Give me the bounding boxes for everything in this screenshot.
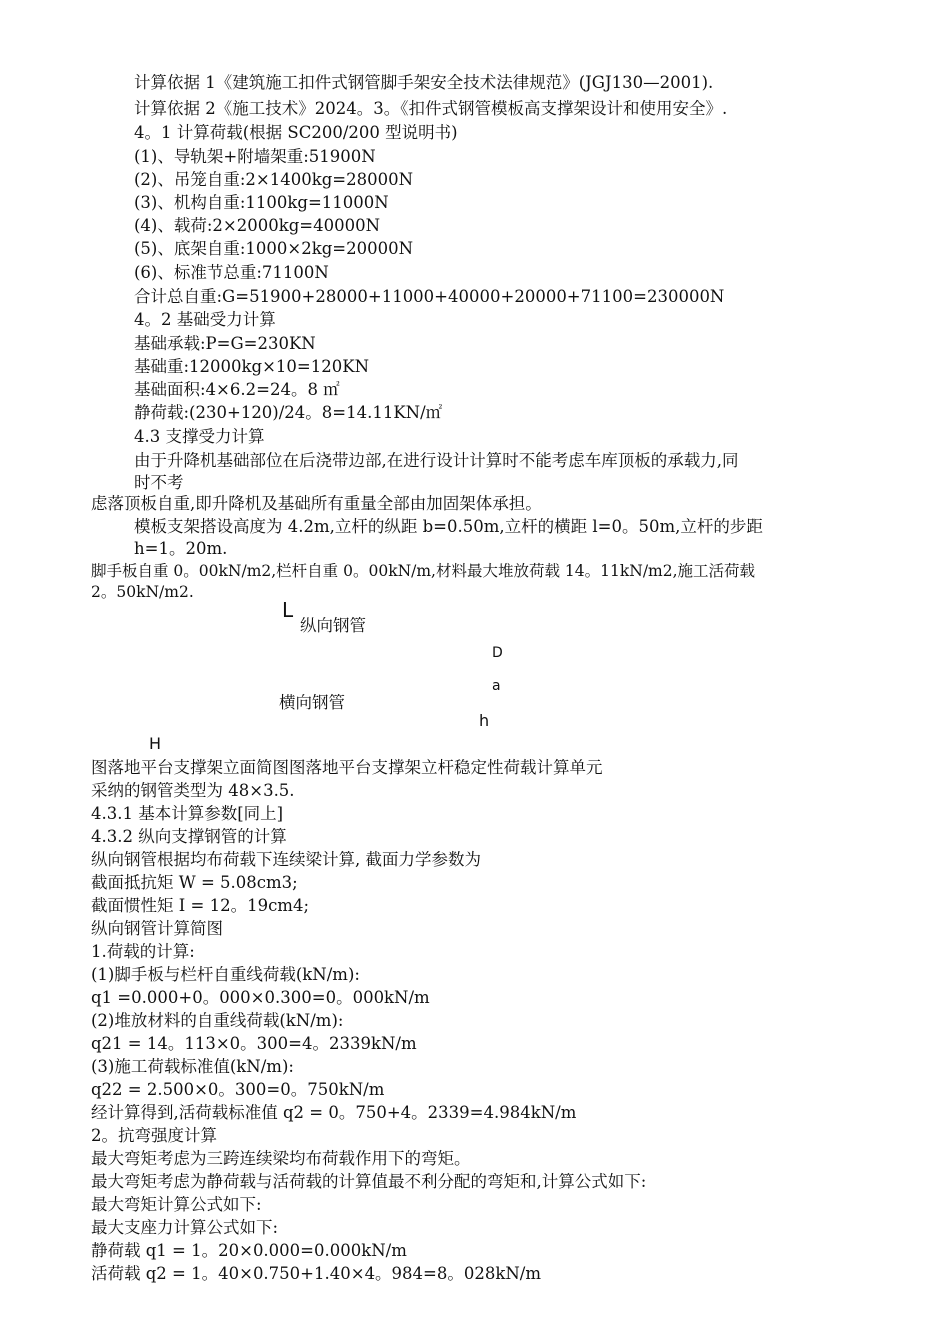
total-weight-line: 合计总自重:G=51900+28000+11000+40000+20000+71100=230000N bbox=[134, 287, 725, 306]
q22-line: q22 = 2.500×0。300=0。750kN/m bbox=[91, 1080, 385, 1099]
figure-mark-l: L bbox=[282, 598, 294, 622]
q1-line: q1 =0.000+0。000×0.300=0。000kN/m bbox=[91, 988, 430, 1007]
load-item-4: (4)、载荷:2×2000kg=40000N bbox=[134, 216, 381, 235]
figure-label-longitudinal: 纵向钢管 bbox=[300, 616, 366, 635]
support-paragraph-line-2: 时不考 bbox=[134, 473, 184, 492]
static-load-line: 静荷载:(230+120)/24。8=14.11KN/㎡ bbox=[134, 403, 443, 422]
figure-mark-h: h bbox=[479, 711, 490, 730]
support-paragraph-line-3: 虑落顶板自重,即升降机及基础所有重量全部由加固架体承担。 bbox=[91, 494, 542, 513]
foundation-area-line: 基础面积:4×6.2=24。8 ㎡ bbox=[134, 380, 340, 399]
figure-mark-d: D bbox=[492, 645, 503, 661]
load-calc-item-1: (1)脚手板与栏杆自重线荷载(kN/m): bbox=[91, 965, 360, 984]
live-load-line: 经计算得到,活荷载标准值 q2 = 0。750+4。2339=4.984kN/m bbox=[91, 1103, 577, 1122]
max-moment-line-2: 最大弯矩考虑为静荷载与活荷载的计算值最不利分配的弯矩和,计算公式如下: bbox=[91, 1172, 647, 1191]
q21-line: q21 = 14。113×0。300=4。2339kN/m bbox=[91, 1034, 417, 1053]
steel-pipe-type-line: 采纳的钢管类型为 48×3.5. bbox=[91, 781, 295, 800]
figure-mark-capital-h: H bbox=[149, 734, 162, 753]
section-4-2-heading: 4。2 基础受力计算 bbox=[134, 310, 276, 329]
load-calc-item-2: (2)堆放材料的自重线荷载(kN/m): bbox=[91, 1011, 344, 1030]
foundation-load-line: 基础承载:P=G=230KN bbox=[134, 334, 316, 353]
foundation-weight-line: 基础重:12000kg×10=120KN bbox=[134, 357, 370, 376]
formwork-paragraph-line-2: h=1。20m. bbox=[134, 539, 228, 558]
load-item-5: (5)、底架自重:1000×2kg=20000N bbox=[134, 239, 414, 258]
load-item-6: (6)、标准节总重:71100N bbox=[134, 263, 329, 282]
section-4-1-heading: 4。1 计算荷载(根据 SC200/200 型说明书) bbox=[134, 123, 458, 142]
figure-caption: 图落地平台支撑架立面简图图落地平台支撑架立杆稳定性荷载计算单元 bbox=[91, 758, 603, 777]
max-support-formula-line: 最大支座力计算公式如下: bbox=[91, 1218, 279, 1237]
basis-1-line: 计算依据 1《建筑施工扣件式钢管脚手架安全技术法律规范》(JGJ130—2001). bbox=[134, 73, 714, 92]
load-item-1: (1)、导轨架+附墙架重:51900N bbox=[134, 147, 376, 166]
formwork-paragraph-line-1: 模板支架搭设高度为 4.2m,立杆的纵距 b=0.50m,立杆的横距 l=0。50m,立杆的步距 bbox=[134, 517, 763, 536]
self-weight-line-2: 2。50kN/m2. bbox=[91, 583, 194, 601]
load-item-3: (3)、机构自重:1100kg=11000N bbox=[134, 193, 389, 212]
bending-heading: 2。抗弯强度计算 bbox=[91, 1126, 217, 1145]
load-calc-item-3: (3)施工荷载标准值(kN/m): bbox=[91, 1057, 294, 1076]
calc-diagram-line: 纵向钢管计算简图 bbox=[91, 919, 223, 938]
basis-2-line: 计算依据 2《施工技术》2024。3。《扣件式钢管模板高支撑架设计和使用安全》. bbox=[134, 99, 728, 118]
figure-mark-a: a bbox=[492, 678, 501, 694]
moment-of-inertia-line: 截面惯性矩 I = 12。19cm4; bbox=[91, 896, 310, 915]
self-weight-line-1: 脚手板自重 0。00kN/m2,栏杆自重 0。00kN/m,材料最大堆放荷载 14。11kN/m2,施工活荷载 bbox=[91, 562, 756, 580]
live-load-q2-line: 活荷载 q2 = 1。40×0.750+1.40×4。984=8。028kN/m bbox=[91, 1264, 542, 1283]
load-item-2: (2)、吊笼自重:2×1400kg=28000N bbox=[134, 170, 414, 189]
support-paragraph-line-1: 由于升降机基础部位在后浇带边部,在进行设计计算时不能考虑车库顶板的承载力,同 bbox=[134, 451, 739, 470]
max-moment-line-1: 最大弯矩考虑为三跨连续梁均布荷载作用下的弯矩。 bbox=[91, 1149, 471, 1168]
section-4-3-1-heading: 4.3.1 基本计算参数[同上] bbox=[91, 804, 284, 823]
load-calc-heading: 1.荷载的计算: bbox=[91, 942, 195, 961]
section-4-3-heading: 4.3 支撑受力计算 bbox=[134, 427, 265, 446]
static-load-q1-line: 静荷载 q1 = 1。20×0.000=0.000kN/m bbox=[91, 1241, 407, 1260]
figure-label-transverse: 横向钢管 bbox=[279, 693, 345, 712]
longitudinal-pipe-line: 纵向钢管根据均布荷载下连续梁计算, 截面力学参数为 bbox=[91, 850, 481, 869]
section-modulus-line: 截面抵抗矩 W = 5.08cm3; bbox=[91, 873, 298, 892]
max-moment-formula-line: 最大弯矩计算公式如下: bbox=[91, 1195, 262, 1214]
section-4-3-2-heading: 4.3.2 纵向支撑钢管的计算 bbox=[91, 827, 287, 846]
